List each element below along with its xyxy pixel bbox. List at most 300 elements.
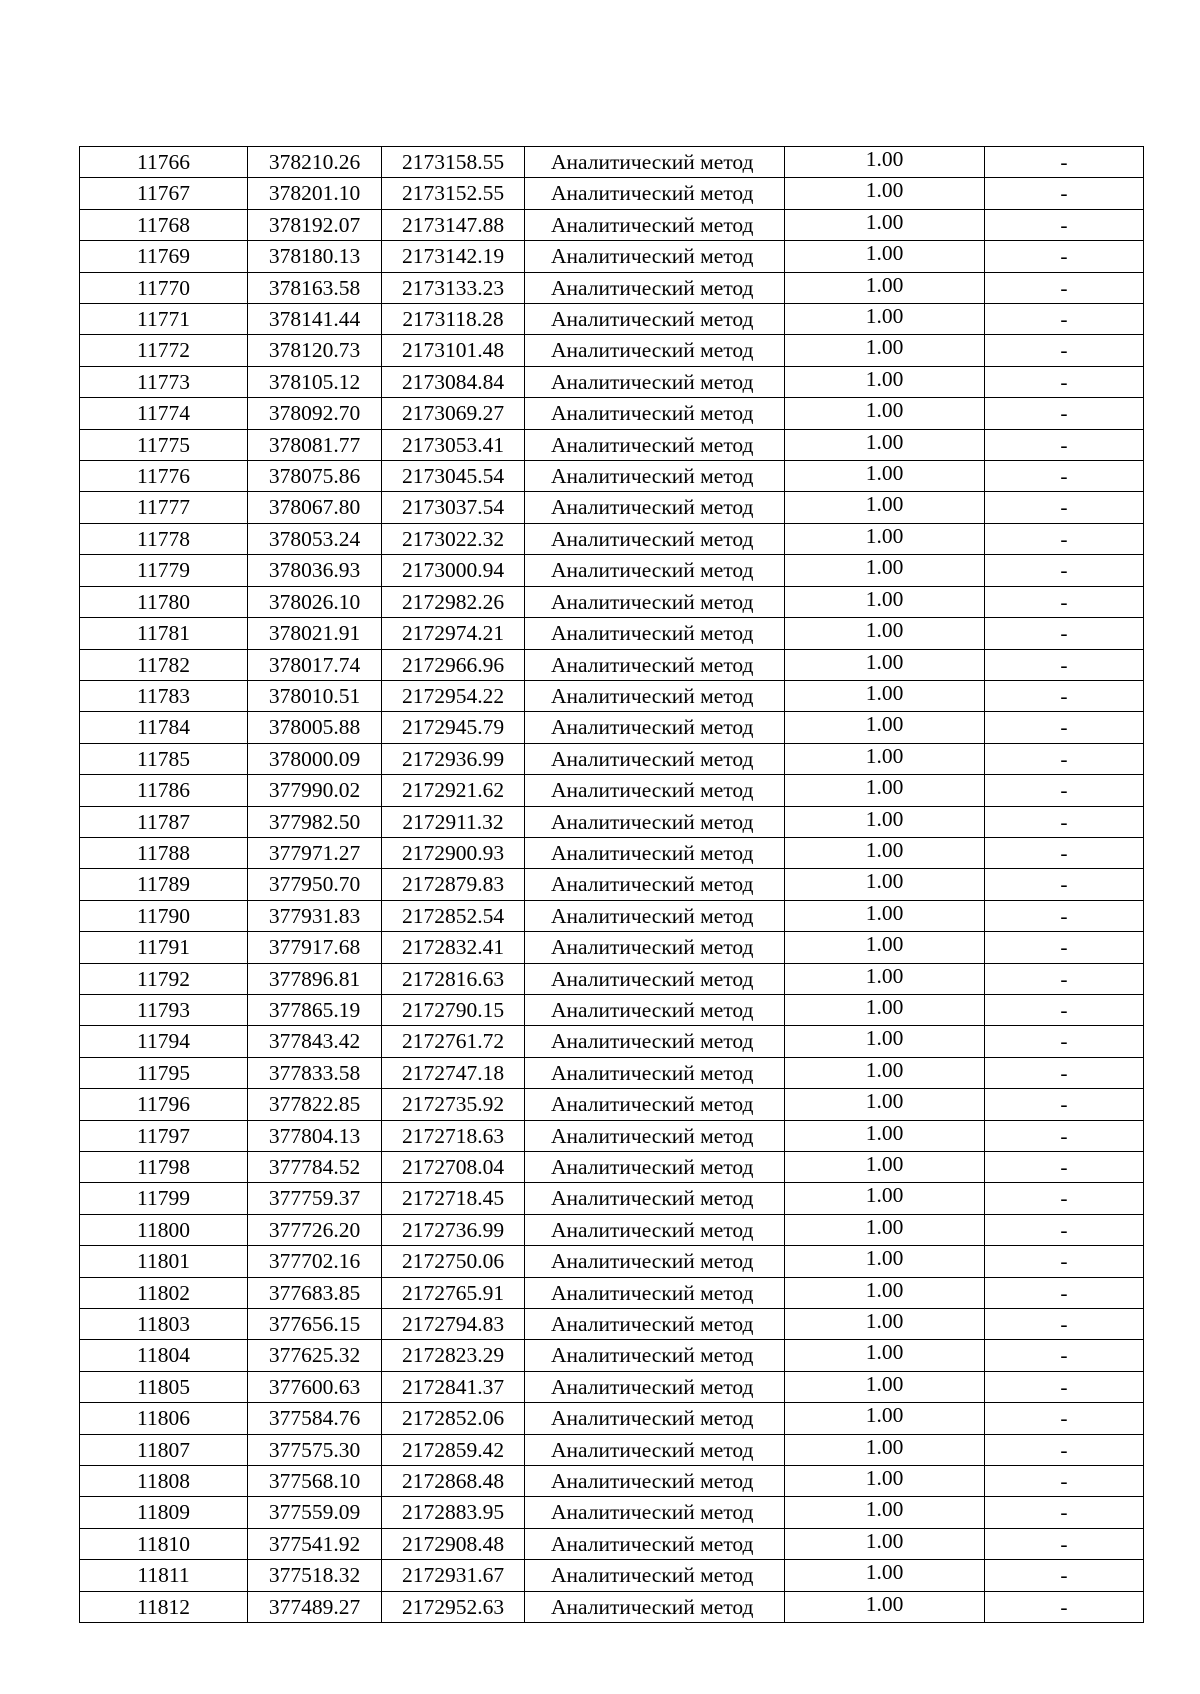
x-coordinate-cell: 378201.10: [248, 178, 382, 209]
accuracy-cell: [785, 1403, 985, 1434]
accuracy-value: 1.00: [865, 209, 904, 234]
point-number-cell: 11773: [80, 366, 248, 397]
accuracy-cell: [785, 523, 985, 554]
accuracy-value: 1.00: [865, 869, 904, 894]
accuracy-cell: [785, 1560, 985, 1591]
accuracy-cell: [785, 1214, 985, 1245]
table-row: [80, 272, 1144, 303]
accuracy-cell: [785, 1497, 985, 1528]
table-row: [80, 1026, 1144, 1057]
method-cell: Аналитический метод: [525, 335, 785, 366]
coordinates-table: [79, 146, 1144, 1623]
table-row: [80, 1246, 1144, 1277]
x-coordinate-cell: 377518.32: [248, 1560, 382, 1591]
accuracy-value: 1.00: [865, 806, 904, 831]
x-coordinate-cell: 378081.77: [248, 429, 382, 460]
y-coordinate-cell: 2172900.93: [382, 837, 525, 868]
x-coordinate-cell: 377896.81: [248, 963, 382, 994]
note-cell: -: [985, 523, 1144, 554]
x-coordinate-cell: 377843.42: [248, 1026, 382, 1057]
table-row: [80, 1560, 1144, 1591]
method-cell: Аналитический метод: [525, 1528, 785, 1559]
point-number-cell: 11772: [80, 335, 248, 366]
note-cell: -: [985, 398, 1144, 429]
y-coordinate-cell: 2172868.48: [382, 1466, 525, 1497]
point-number-cell: 11797: [80, 1120, 248, 1151]
coordinates-table-body: [80, 147, 1144, 1623]
x-coordinate-cell: 377917.68: [248, 932, 382, 963]
y-coordinate-cell: 2173037.54: [382, 492, 525, 523]
accuracy-value: 1.00: [865, 304, 904, 329]
table-row: [80, 680, 1144, 711]
accuracy-cell: [785, 1591, 985, 1622]
accuracy-cell: [785, 304, 985, 335]
y-coordinate-cell: 2172761.72: [382, 1026, 525, 1057]
x-coordinate-cell: 378092.70: [248, 398, 382, 429]
accuracy-cell: [785, 555, 985, 586]
y-coordinate-cell: 2172735.92: [382, 1089, 525, 1120]
x-coordinate-cell: 378021.91: [248, 618, 382, 649]
accuracy-value: 1.00: [865, 1528, 904, 1553]
note-cell: -: [985, 555, 1144, 586]
y-coordinate-cell: 2173084.84: [382, 366, 525, 397]
accuracy-value: 1.00: [865, 1026, 904, 1051]
method-cell: Аналитический метод: [525, 1152, 785, 1183]
y-coordinate-cell: 2172966.96: [382, 649, 525, 680]
table-row: [80, 900, 1144, 931]
method-cell: Аналитический метод: [525, 523, 785, 554]
note-cell: -: [985, 1089, 1144, 1120]
accuracy-cell: [785, 680, 985, 711]
table-row: [80, 586, 1144, 617]
x-coordinate-cell: 377990.02: [248, 775, 382, 806]
y-coordinate-cell: 2173152.55: [382, 178, 525, 209]
accuracy-value: 1.00: [865, 492, 904, 517]
accuracy-value: 1.00: [865, 272, 904, 297]
note-cell: -: [985, 1246, 1144, 1277]
y-coordinate-cell: 2172816.63: [382, 963, 525, 994]
point-number-cell: 11791: [80, 932, 248, 963]
x-coordinate-cell: 377584.76: [248, 1403, 382, 1434]
point-number-cell: 11784: [80, 712, 248, 743]
x-coordinate-cell: 377541.92: [248, 1528, 382, 1559]
point-number-cell: 11812: [80, 1591, 248, 1622]
point-number-cell: 11793: [80, 994, 248, 1025]
x-coordinate-cell: 377726.20: [248, 1214, 382, 1245]
method-cell: Аналитический метод: [525, 1277, 785, 1308]
accuracy-value: 1.00: [865, 1057, 904, 1082]
method-cell: Аналитический метод: [525, 429, 785, 460]
method-cell: Аналитический метод: [525, 1089, 785, 1120]
method-cell: Аналитический метод: [525, 1560, 785, 1591]
accuracy-cell: [785, 1340, 985, 1371]
y-coordinate-cell: 2173069.27: [382, 398, 525, 429]
y-coordinate-cell: 2172832.41: [382, 932, 525, 963]
method-cell: Аналитический метод: [525, 1497, 785, 1528]
method-cell: Аналитический метод: [525, 775, 785, 806]
y-coordinate-cell: 2172841.37: [382, 1371, 525, 1402]
accuracy-cell: [785, 398, 985, 429]
x-coordinate-cell: 377568.10: [248, 1466, 382, 1497]
accuracy-value: 1.00: [865, 1434, 904, 1459]
accuracy-cell: [785, 1057, 985, 1088]
accuracy-cell: [785, 806, 985, 837]
method-cell: Аналитический метод: [525, 1026, 785, 1057]
y-coordinate-cell: 2172852.06: [382, 1403, 525, 1434]
method-cell: Аналитический метод: [525, 1057, 785, 1088]
y-coordinate-cell: 2172952.63: [382, 1591, 525, 1622]
y-coordinate-cell: 2172708.04: [382, 1152, 525, 1183]
point-number-cell: 11781: [80, 618, 248, 649]
table-row: [80, 304, 1144, 335]
x-coordinate-cell: 377982.50: [248, 806, 382, 837]
y-coordinate-cell: 2173158.55: [382, 147, 525, 178]
accuracy-value: 1.00: [865, 1591, 904, 1616]
table-row: [80, 366, 1144, 397]
note-cell: -: [985, 806, 1144, 837]
point-number-cell: 11777: [80, 492, 248, 523]
accuracy-value: 1.00: [865, 1246, 904, 1271]
accuracy-cell: [785, 1246, 985, 1277]
table-row: [80, 523, 1144, 554]
note-cell: -: [985, 1560, 1144, 1591]
accuracy-value: 1.00: [865, 523, 904, 548]
note-cell: -: [985, 1497, 1144, 1528]
y-coordinate-cell: 2172982.26: [382, 586, 525, 617]
table-row: [80, 147, 1144, 178]
accuracy-value: 1.00: [865, 618, 904, 643]
table-row: [80, 555, 1144, 586]
point-number-cell: 11768: [80, 209, 248, 240]
x-coordinate-cell: 378210.26: [248, 147, 382, 178]
y-coordinate-cell: 2172859.42: [382, 1434, 525, 1465]
accuracy-value: 1.00: [865, 743, 904, 768]
table-row: [80, 1466, 1144, 1497]
accuracy-cell: [785, 241, 985, 272]
method-cell: Аналитический метод: [525, 304, 785, 335]
note-cell: -: [985, 1528, 1144, 1559]
method-cell: Аналитический метод: [525, 461, 785, 492]
accuracy-value: 1.00: [865, 775, 904, 800]
accuracy-cell: [785, 1026, 985, 1057]
table-row: [80, 932, 1144, 963]
table-row: [80, 1309, 1144, 1340]
method-cell: Аналитический метод: [525, 555, 785, 586]
point-number-cell: 11800: [80, 1214, 248, 1245]
x-coordinate-cell: 378000.09: [248, 743, 382, 774]
method-cell: Аналитический метод: [525, 209, 785, 240]
method-cell: Аналитический метод: [525, 712, 785, 743]
point-number-cell: 11782: [80, 649, 248, 680]
method-cell: Аналитический метод: [525, 743, 785, 774]
y-coordinate-cell: 2172794.83: [382, 1309, 525, 1340]
note-cell: -: [985, 147, 1144, 178]
point-number-cell: 11806: [80, 1403, 248, 1434]
table-row: [80, 335, 1144, 366]
accuracy-value: 1.00: [865, 555, 904, 580]
accuracy-value: 1.00: [865, 241, 904, 266]
x-coordinate-cell: 378141.44: [248, 304, 382, 335]
y-coordinate-cell: 2172936.99: [382, 743, 525, 774]
note-cell: -: [985, 1183, 1144, 1214]
table-row: [80, 806, 1144, 837]
y-coordinate-cell: 2173133.23: [382, 272, 525, 303]
x-coordinate-cell: 377971.27: [248, 837, 382, 868]
accuracy-value: 1.00: [865, 1277, 904, 1302]
note-cell: -: [985, 178, 1144, 209]
note-cell: -: [985, 1309, 1144, 1340]
point-number-cell: 11769: [80, 241, 248, 272]
x-coordinate-cell: 378192.07: [248, 209, 382, 240]
method-cell: Аналитический метод: [525, 586, 785, 617]
note-cell: -: [985, 1214, 1144, 1245]
note-cell: -: [985, 963, 1144, 994]
method-cell: Аналитический метод: [525, 837, 785, 868]
accuracy-cell: [785, 492, 985, 523]
accuracy-cell: [785, 1309, 985, 1340]
y-coordinate-cell: 2172823.29: [382, 1340, 525, 1371]
method-cell: Аналитический метод: [525, 680, 785, 711]
y-coordinate-cell: 2172974.21: [382, 618, 525, 649]
accuracy-cell: [785, 618, 985, 649]
note-cell: -: [985, 712, 1144, 743]
table-row: [80, 461, 1144, 492]
point-number-cell: 11796: [80, 1089, 248, 1120]
table-row: [80, 775, 1144, 806]
note-cell: -: [985, 1152, 1144, 1183]
table-row: [80, 429, 1144, 460]
note-cell: -: [985, 1026, 1144, 1057]
table-row: [80, 1591, 1144, 1622]
accuracy-value: 1.00: [865, 1371, 904, 1396]
table-row: [80, 1497, 1144, 1528]
accuracy-cell: [785, 1371, 985, 1402]
x-coordinate-cell: 377822.85: [248, 1089, 382, 1120]
point-number-cell: 11775: [80, 429, 248, 460]
y-coordinate-cell: 2172718.63: [382, 1120, 525, 1151]
accuracy-value: 1.00: [865, 1560, 904, 1585]
accuracy-cell: [785, 1466, 985, 1497]
table-row: [80, 869, 1144, 900]
y-coordinate-cell: 2172879.83: [382, 869, 525, 900]
method-cell: Аналитический метод: [525, 147, 785, 178]
accuracy-value: 1.00: [865, 429, 904, 454]
point-number-cell: 11780: [80, 586, 248, 617]
method-cell: Аналитический метод: [525, 1403, 785, 1434]
y-coordinate-cell: 2173147.88: [382, 209, 525, 240]
x-coordinate-cell: 377683.85: [248, 1277, 382, 1308]
y-coordinate-cell: 2172921.62: [382, 775, 525, 806]
accuracy-cell: [785, 586, 985, 617]
point-number-cell: 11778: [80, 523, 248, 554]
note-cell: -: [985, 586, 1144, 617]
point-number-cell: 11807: [80, 1434, 248, 1465]
note-cell: -: [985, 837, 1144, 868]
accuracy-cell: [785, 147, 985, 178]
accuracy-value: 1.00: [865, 178, 904, 203]
method-cell: Аналитический метод: [525, 1371, 785, 1402]
method-cell: Аналитический метод: [525, 994, 785, 1025]
y-coordinate-cell: 2173118.28: [382, 304, 525, 335]
table-row: [80, 837, 1144, 868]
table-row: [80, 1152, 1144, 1183]
method-cell: Аналитический метод: [525, 272, 785, 303]
method-cell: Аналитический метод: [525, 869, 785, 900]
point-number-cell: 11808: [80, 1466, 248, 1497]
note-cell: -: [985, 304, 1144, 335]
y-coordinate-cell: 2173053.41: [382, 429, 525, 460]
accuracy-value: 1.00: [865, 1340, 904, 1365]
accuracy-cell: [785, 429, 985, 460]
accuracy-value: 1.00: [865, 994, 904, 1019]
accuracy-value: 1.00: [865, 335, 904, 360]
y-coordinate-cell: 2172765.91: [382, 1277, 525, 1308]
point-number-cell: 11799: [80, 1183, 248, 1214]
accuracy-cell: [785, 1183, 985, 1214]
point-number-cell: 11795: [80, 1057, 248, 1088]
note-cell: -: [985, 492, 1144, 523]
accuracy-cell: [785, 994, 985, 1025]
point-number-cell: 11786: [80, 775, 248, 806]
method-cell: Аналитический метод: [525, 178, 785, 209]
method-cell: Аналитический метод: [525, 1183, 785, 1214]
x-coordinate-cell: 378026.10: [248, 586, 382, 617]
table-row: [80, 649, 1144, 680]
table-row: [80, 1403, 1144, 1434]
x-coordinate-cell: 377575.30: [248, 1434, 382, 1465]
point-number-cell: 11787: [80, 806, 248, 837]
table-row: [80, 178, 1144, 209]
accuracy-value: 1.00: [865, 586, 904, 611]
point-number-cell: 11810: [80, 1528, 248, 1559]
method-cell: Аналитический метод: [525, 492, 785, 523]
x-coordinate-cell: 378075.86: [248, 461, 382, 492]
table-row: [80, 1183, 1144, 1214]
accuracy-cell: [785, 366, 985, 397]
accuracy-cell: [785, 1277, 985, 1308]
y-coordinate-cell: 2172931.67: [382, 1560, 525, 1591]
x-coordinate-cell: 377489.27: [248, 1591, 382, 1622]
table-row: [80, 963, 1144, 994]
x-coordinate-cell: 377865.19: [248, 994, 382, 1025]
x-coordinate-cell: 377804.13: [248, 1120, 382, 1151]
accuracy-cell: [785, 1152, 985, 1183]
y-coordinate-cell: 2172883.95: [382, 1497, 525, 1528]
point-number-cell: 11802: [80, 1277, 248, 1308]
table-row: [80, 994, 1144, 1025]
y-coordinate-cell: 2172736.99: [382, 1214, 525, 1245]
accuracy-value: 1.00: [865, 1120, 904, 1145]
y-coordinate-cell: 2172852.54: [382, 900, 525, 931]
method-cell: Аналитический метод: [525, 649, 785, 680]
accuracy-cell: [785, 178, 985, 209]
table-row: [80, 1120, 1144, 1151]
x-coordinate-cell: 378067.80: [248, 492, 382, 523]
accuracy-cell: [785, 649, 985, 680]
point-number-cell: 11776: [80, 461, 248, 492]
table-row: [80, 1089, 1144, 1120]
table-row: [80, 1214, 1144, 1245]
method-cell: Аналитический метод: [525, 1466, 785, 1497]
x-coordinate-cell: 378053.24: [248, 523, 382, 554]
point-number-cell: 11779: [80, 555, 248, 586]
note-cell: -: [985, 366, 1144, 397]
accuracy-value: 1.00: [865, 900, 904, 925]
method-cell: Аналитический метод: [525, 1309, 785, 1340]
y-coordinate-cell: 2172954.22: [382, 680, 525, 711]
accuracy-cell: [785, 743, 985, 774]
accuracy-value: 1.00: [865, 1089, 904, 1114]
note-cell: -: [985, 1120, 1144, 1151]
table-row: [80, 712, 1144, 743]
note-cell: -: [985, 680, 1144, 711]
table-row: [80, 1434, 1144, 1465]
note-cell: -: [985, 618, 1144, 649]
point-number-cell: 11801: [80, 1246, 248, 1277]
method-cell: Аналитический метод: [525, 932, 785, 963]
x-coordinate-cell: 377656.15: [248, 1309, 382, 1340]
accuracy-value: 1.00: [865, 398, 904, 423]
accuracy-cell: [785, 335, 985, 366]
accuracy-cell: [785, 272, 985, 303]
method-cell: Аналитический метод: [525, 1246, 785, 1277]
x-coordinate-cell: 377833.58: [248, 1057, 382, 1088]
x-coordinate-cell: 377931.83: [248, 900, 382, 931]
point-number-cell: 11766: [80, 147, 248, 178]
note-cell: -: [985, 272, 1144, 303]
table-row: [80, 209, 1144, 240]
accuracy-cell: [785, 1120, 985, 1151]
x-coordinate-cell: 378120.73: [248, 335, 382, 366]
y-coordinate-cell: 2172911.32: [382, 806, 525, 837]
note-cell: -: [985, 429, 1144, 460]
accuracy-value: 1.00: [865, 649, 904, 674]
table-row: [80, 1371, 1144, 1402]
point-number-cell: 11809: [80, 1497, 248, 1528]
accuracy-value: 1.00: [865, 1497, 904, 1522]
method-cell: Аналитический метод: [525, 1340, 785, 1371]
point-number-cell: 11789: [80, 869, 248, 900]
table-row: [80, 1340, 1144, 1371]
x-coordinate-cell: 378036.93: [248, 555, 382, 586]
note-cell: -: [985, 1057, 1144, 1088]
x-coordinate-cell: 377600.63: [248, 1371, 382, 1402]
y-coordinate-cell: 2173045.54: [382, 461, 525, 492]
note-cell: -: [985, 461, 1144, 492]
y-coordinate-cell: 2172750.06: [382, 1246, 525, 1277]
note-cell: -: [985, 743, 1144, 774]
accuracy-value: 1.00: [865, 461, 904, 486]
note-cell: -: [985, 241, 1144, 272]
note-cell: -: [985, 1403, 1144, 1434]
y-coordinate-cell: 2173142.19: [382, 241, 525, 272]
accuracy-cell: [785, 932, 985, 963]
method-cell: Аналитический метод: [525, 806, 785, 837]
point-number-cell: 11774: [80, 398, 248, 429]
x-coordinate-cell: 378163.58: [248, 272, 382, 303]
accuracy-value: 1.00: [865, 147, 904, 171]
point-number-cell: 11770: [80, 272, 248, 303]
point-number-cell: 11792: [80, 963, 248, 994]
method-cell: Аналитический метод: [525, 900, 785, 931]
note-cell: -: [985, 775, 1144, 806]
note-cell: -: [985, 1434, 1144, 1465]
accuracy-value: 1.00: [865, 932, 904, 957]
accuracy-cell: [785, 775, 985, 806]
table-row: [80, 618, 1144, 649]
accuracy-value: 1.00: [865, 1152, 904, 1176]
x-coordinate-cell: 377625.32: [248, 1340, 382, 1371]
